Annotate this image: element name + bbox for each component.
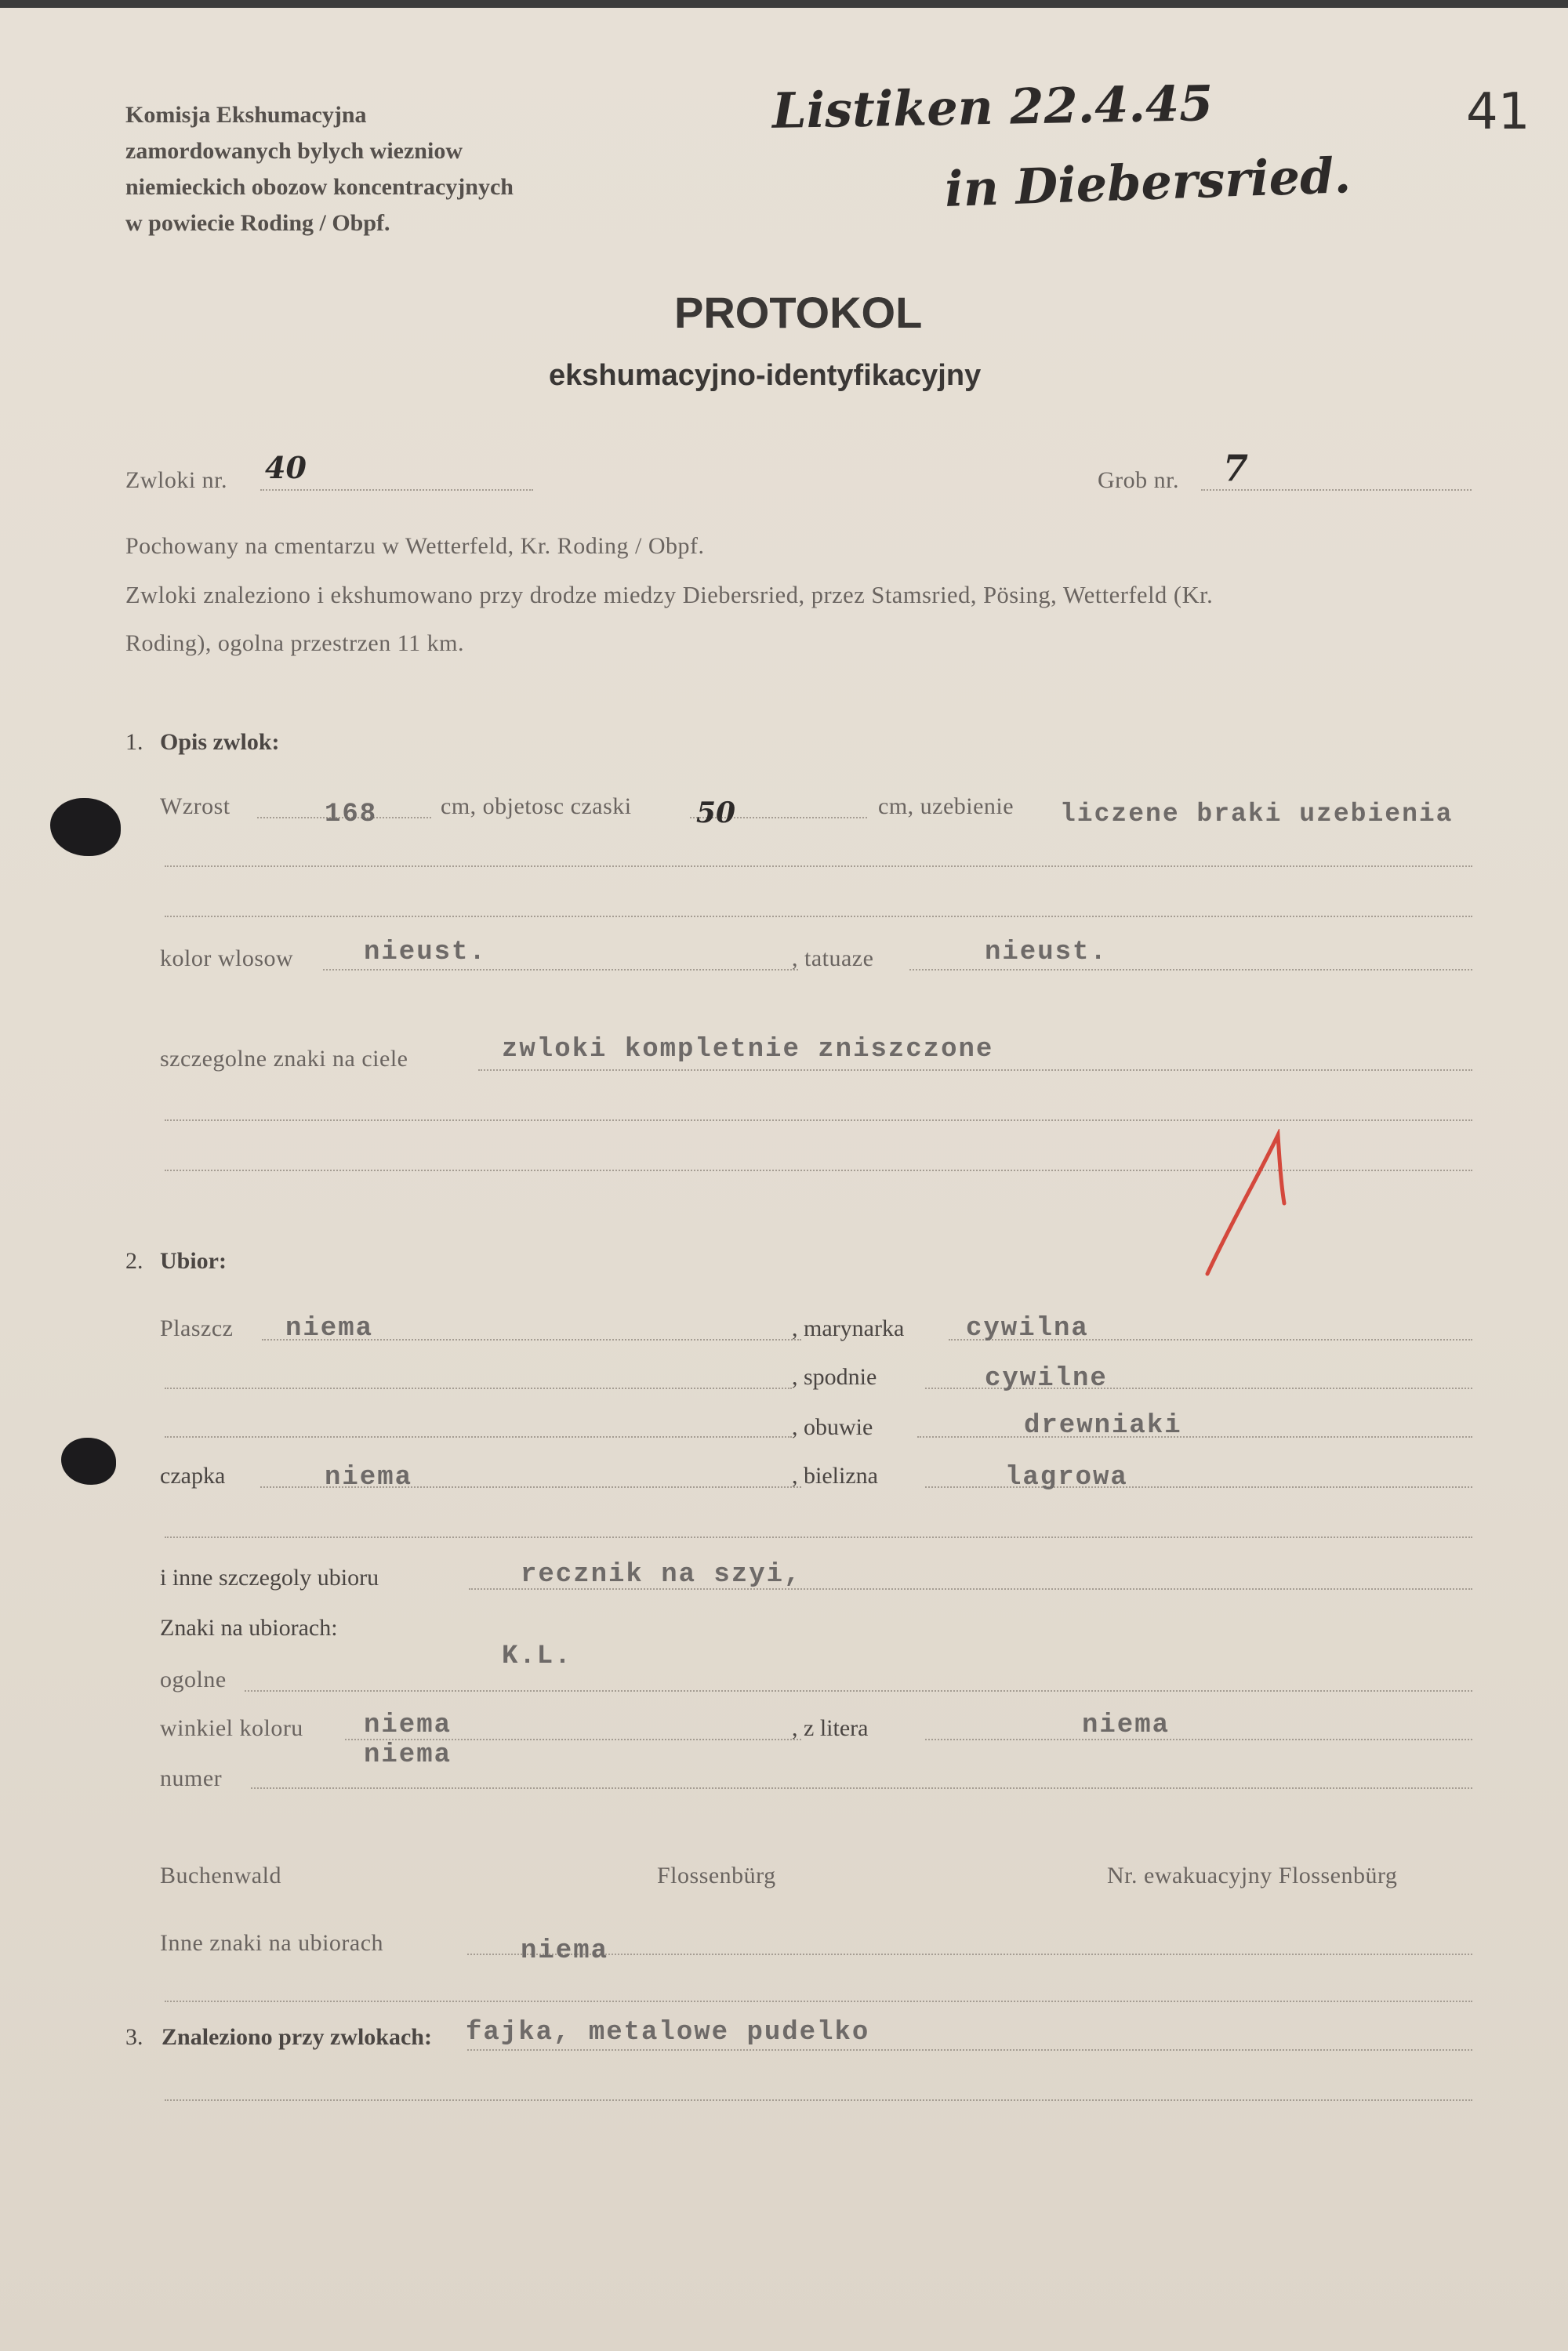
grave-number-value: 7 — [1223, 447, 1249, 489]
general-marks-value: K.L. — [502, 1642, 572, 1671]
organization-line: niemieckich obozow koncentracyjnych — [125, 174, 514, 200]
hair-color-label: kolor wlosow — [160, 945, 294, 971]
section3-heading: Znaleziono przy zwlokach: — [162, 2024, 432, 2050]
found-location-text: Zwloki znaleziono i ekshumowano przy drodze miedzy Diebersried, przez Stamsried, Pösing, Wetterfeld (Kr. — [125, 582, 1214, 608]
evacuation-number-label: Nr. ewakuacyjny Flossenbürg — [1107, 1863, 1398, 1888]
jacket-value: cywilna — [966, 1314, 1089, 1344]
punch-hole-mark — [50, 798, 121, 856]
teeth-value: liczene braki uzebienia — [1060, 800, 1454, 829]
height-label: Wzrost — [160, 793, 230, 819]
triangle-color-value: niema — [364, 1711, 452, 1740]
underwear-value: lagrowa — [1005, 1463, 1128, 1493]
shoes-label: , obuwie — [792, 1414, 873, 1440]
coat-value: niema — [285, 1314, 374, 1344]
corpse-number-label: Zwloki nr. — [125, 467, 227, 493]
coat-label: Plaszcz — [160, 1315, 234, 1341]
blank-line — [165, 2099, 1472, 2101]
general-marks-label: ogolne — [160, 1667, 227, 1693]
page-number: 41 — [1466, 83, 1530, 141]
organization-line: w powiecie Roding / Obpf. — [125, 210, 390, 236]
tattoo-line — [909, 969, 1472, 971]
hair-color-value: nieust. — [364, 938, 487, 967]
found-items-value: fajka, metalowe pudelko — [466, 2018, 870, 2048]
skull-label: cm, objetosc czaski — [441, 793, 632, 819]
section1-heading: Opis zwlok: — [160, 729, 280, 755]
body-marks-line — [478, 1069, 1472, 1071]
handwritten-note-line2: in Diebersried. — [943, 146, 1352, 219]
trousers-value: cywilne — [985, 1364, 1108, 1394]
other-clothing-marks-line — [467, 1954, 1472, 1955]
other-clothing-marks-label: Inne znaki na ubiorach — [160, 1930, 384, 1956]
letter-value: niema — [1082, 1711, 1171, 1740]
number-line — [251, 1787, 1472, 1789]
red-check-mark-icon — [1192, 1129, 1294, 1286]
number-value: niema — [364, 1740, 452, 1770]
blank-line — [165, 1436, 792, 1438]
jacket-label: , marynarka — [792, 1315, 905, 1341]
tattoo-label: , tatuaze — [792, 945, 874, 971]
height-value: 168 — [325, 800, 378, 829]
found-location-text-cont: Roding), ogolna przestrzen 11 km. — [125, 630, 464, 656]
letter-label: , z litera — [792, 1715, 869, 1741]
camp-buchenwald-label: Buchenwald — [160, 1863, 281, 1888]
clothing-marks-label: Znaki na ubiorach: — [160, 1615, 338, 1641]
blank-line — [165, 916, 1472, 917]
grave-number-label: Grob nr. — [1098, 467, 1179, 493]
corpse-number-line — [260, 489, 533, 491]
blank-line — [165, 865, 1472, 867]
other-clothing-marks-value: niema — [521, 1936, 609, 1966]
tattoo-value: nieust. — [985, 938, 1108, 967]
scan-edge — [0, 0, 1568, 8]
corpse-number-value: 40 — [265, 450, 307, 485]
organization-line: zamordowanych bylych wiezniow — [125, 138, 463, 164]
blank-line — [165, 1119, 1472, 1121]
triangle-color-label: winkiel koloru — [160, 1715, 303, 1741]
other-clothing-value: recznik na szyi, — [521, 1560, 802, 1590]
number-label: numer — [160, 1765, 223, 1791]
camp-flossenburg-label: Flossenbürg — [657, 1863, 776, 1888]
underwear-label: , bielizna — [792, 1463, 878, 1489]
teeth-label: cm, uzebienie — [878, 793, 1014, 819]
section2-number: 2. — [125, 1248, 143, 1274]
grave-number-line — [1201, 489, 1472, 491]
document-subtitle: ekshumacyjno-identyfikacyjny — [549, 359, 982, 392]
punch-hole-mark — [61, 1438, 116, 1485]
other-clothing-label: i inne szczegoly ubioru — [160, 1565, 379, 1591]
organization-line: Komisja Ekshumacyjna — [125, 102, 367, 128]
body-marks-label: szczegolne znaki na ciele — [160, 1046, 408, 1072]
body-marks-value: zwloki kompletnie zniszczone — [502, 1035, 994, 1065]
letter-line — [925, 1739, 1472, 1740]
blank-line — [165, 1536, 1472, 1538]
blank-line — [165, 1388, 792, 1389]
general-marks-line — [245, 1690, 1472, 1692]
document-title: PROTOKOL — [674, 288, 923, 337]
burial-location-text: Pochowany na cmentarzu w Wetterfeld, Kr. Roding / Obpf. — [125, 533, 705, 559]
handwritten-note-line1: Listiken 22.4.45 — [771, 74, 1214, 140]
section2-heading: Ubior: — [160, 1248, 227, 1274]
shoes-value: drewniaki — [1024, 1411, 1182, 1441]
cap-label: czapka — [160, 1463, 226, 1489]
cap-value: niema — [325, 1463, 413, 1493]
trousers-label: , spodnie — [792, 1364, 877, 1390]
found-items-line — [467, 2049, 1472, 2051]
section1-number: 1. — [125, 729, 143, 755]
hair-color-line — [323, 969, 798, 971]
section3-number: 3. — [125, 2024, 143, 2050]
shoes-line — [917, 1436, 1472, 1438]
skull-value: 50 — [696, 796, 736, 829]
blank-line — [165, 2001, 1472, 2002]
organization-block — [125, 97, 514, 241]
